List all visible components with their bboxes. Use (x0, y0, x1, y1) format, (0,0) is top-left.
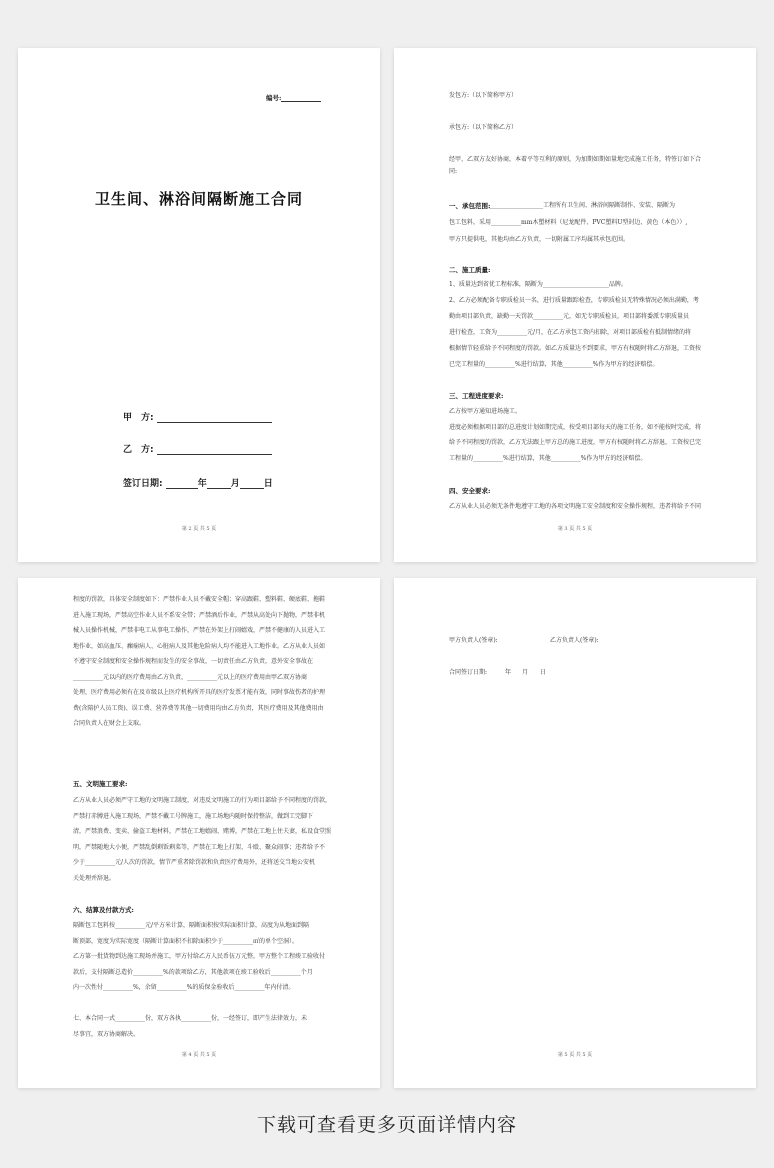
section-3-line: 乙方按甲方通知进场施工。 (449, 408, 522, 415)
section-5-line: 清，严禁浪费、变卖、偷盗工地材料，严禁在工地嬉闹、赌博，严禁在工地上住夫妻，私设食堂照 (73, 828, 332, 835)
section-4-line: 不遵守安全制度和安全操作规程而发生的安全事故，一切责任由乙方负责，意外安全事故在 (73, 658, 314, 665)
section-3-line: 给予不同程度的罚款，乙方无法跟上甲方总的施工进度，甲方有权随时将乙方辞退，工资按已完 (449, 439, 702, 446)
section-4-line: 乙方从业人员必须无条件地遵守工地的各项文明施工安全制度和安全操作规程，违者将给予不同 (449, 503, 702, 510)
section-4-line: 费(含陪护人员工资)、误工费、营养费等其他一切费用均由乙方负责，其医疗费用及其他费用由 (73, 704, 324, 712)
month-label: 月 (522, 669, 529, 676)
section-5-line: 关处理并辞退。 (73, 874, 116, 882)
year-label: 年 (197, 479, 207, 489)
section-2-line: 2、乙方必须配备专职质检员一名，进行质量跟踪检查，专职质检员无特殊情况必须出满勤，考 (449, 297, 699, 304)
party-a-field (123, 410, 272, 423)
sign-date-field (123, 476, 273, 489)
contract-number-label: 编号: (266, 94, 282, 102)
section-5-title: 五、文明施工要求: (73, 780, 128, 788)
contract-page-signature (394, 578, 756, 1088)
section-4-line: 程度的罚款，具体安全制度如下：严禁作业人员不戴安全帽；穿高跟鞋、塑料鞋、硬底鞋、拖鞋 (73, 596, 326, 603)
section-1-line: 甲方只提供电，其他均由乙方负责，一切附属工序均属其承包范围。 (449, 236, 630, 243)
contract-number-blank (281, 101, 321, 102)
contract-title: 卫生间、淋浴间隔断施工合同 (94, 190, 303, 208)
section-3-line: 工程量的__________%进行结算，其他__________%作为甲方的经济赔偿。 (449, 455, 647, 462)
year-label: 年 (505, 669, 512, 676)
page-number: 第 2 页 共 5 页 (181, 526, 217, 532)
day-label: 日 (540, 669, 547, 676)
party-b-rep-label: 乙方负责人(签章): (550, 637, 599, 644)
contract-page-2 (394, 48, 756, 562)
section-2-line: 已完工程量的__________%进行结算，其他__________%作为甲方的经济赔偿。 (449, 361, 659, 368)
page-number: 第 4 页 共 5 页 (181, 1052, 217, 1058)
section-2-line: 进行检查，工资为__________元/月，在乙方承包工资内扣除，对项目部质检有抵制情绪的将 (449, 329, 692, 336)
section-6-line: 内一次性付__________%，余留__________%的质保金验收后__________年内付清。 (73, 984, 295, 991)
section-2-title: 二、施工质量: (449, 266, 491, 274)
section-5-line: 乙方从业人员必须严守工地的文明施工制度，对违反文明施工的行为项目部给予不同程度的罚款， (73, 797, 332, 804)
section-6-line: 隔断包工包料按__________元/平方米计算，隔断面积按实际面积计算，高度为从地面到隔 (73, 922, 310, 929)
section-7-line: 尽事宜，双方协商解决。 (73, 1031, 140, 1038)
contract-number-field (266, 93, 321, 102)
subcontractor-line: 承包方:（以下简称乙方） (449, 124, 518, 131)
intro-line-2: 同: (449, 168, 458, 175)
page-number: 第 3 页 共 5 页 (557, 526, 593, 532)
contract-sign-date-label: 合同签订日期: (449, 669, 488, 676)
month-blank (207, 479, 231, 489)
year-blank (166, 479, 198, 489)
page-number: 第 5 页 共 5 页 (557, 1052, 593, 1058)
party-a-rep-label: 甲方负责人(签章): (449, 637, 498, 644)
section-5-line: 严禁打赤膊进入施工现场，严禁不戴工号牌施工，施工场地内随时保持整洁，做到工完脚下 (73, 812, 314, 820)
section-5-line: 明，严禁随地大小便，严禁乱倒剩饭剩菜等，严禁在工地上打架、斗殴、聚众闹事；违者给予不 (73, 843, 326, 851)
section-6-line: 断顶部，宽度为实际宽度（隔断计算面积不扣除面积少于__________㎡的单个空洞）。 (73, 937, 299, 945)
party-a-label: 甲 方: (123, 413, 154, 423)
section-1-line: 包工包料，采用__________mm木塑材料（尼龙配件、PVC塑料U型封边、黄色（本色））, (449, 219, 688, 226)
sign-date-label: 签订日期: (123, 479, 163, 489)
section-3-title: 三、工程进度要求: (449, 392, 504, 400)
party-b-field (123, 442, 272, 455)
section-4-line: 进入施工现场，严禁高空作业人员不系安全带；严禁酒后作业，严禁从高处向下抛物，严禁非机 (73, 611, 326, 619)
section-6-line: 款后，支付隔断总造价__________%的款项给乙方，其他款项在竣工验收后__________个月 (73, 968, 313, 976)
section-2-line: 根据情节轻重给予不同程度的罚款。如乙方质量达不到要求，甲方有权随时将乙方辞退，工资按 (449, 345, 702, 352)
contract-page-cover (18, 48, 380, 562)
day-label: 日 (263, 479, 273, 489)
section-1-title: 一、承包范围: (449, 202, 491, 210)
section-6-line: 乙方第一批货物到达施工现场并施工，甲方付给乙方人民币伍万元整，甲方整个工程竣工验收付 (73, 953, 326, 960)
party-b-blank (157, 445, 272, 455)
party-b-label: 乙 方: (123, 445, 154, 455)
download-caption: 下载可查看更多页面详情内容 (256, 1114, 517, 1136)
section-4-line: 合同负责人在财会上支取。 (73, 720, 146, 727)
section-6-title: 六、结算及付款方式: (73, 906, 134, 914)
section-5-line: 少于__________元/人次的罚款，情节严重者除罚款和负责医疗费用外，还将送交当地公安机 (73, 859, 316, 866)
day-blank (240, 479, 264, 489)
section-7-line: 七、本合同一式__________份，双方各执__________份，一经签订，即产生法律效力，未 (73, 1015, 308, 1022)
section-2-line: 勤由项目部负责，缺勤一天罚款__________元，如无专职质检员，项目部将委派专职质量员 (449, 313, 690, 320)
contract-page-3 (18, 578, 380, 1088)
month-label: 月 (230, 479, 240, 489)
section-4-title: 四、安全要求: (449, 487, 491, 495)
party-a-blank (157, 413, 272, 423)
section-4-line: __________元以内的医疗费用由乙方负责，__________元以上的医疗费用由甲乙双方协商 (73, 673, 308, 681)
section-4-line: 械人员操作机械，严禁非电工从事电工操作，严禁在外架上打闹嬉戏，严禁不健康的人员进入工 (73, 627, 326, 634)
contractor-line: 发包方:（以下简称甲方） (449, 92, 518, 99)
intro-line: 经甲、乙双方友好协商，本着平等互利的原则，为加期如期如量地完成施工任务，特签订如下合 (449, 156, 702, 163)
section-4-line: 地作业，如高血压、癫痫病人、心脏病人及其他危险病人均不能进入工地作业。乙方从业人员如 (73, 642, 326, 650)
section-4-line: 处理，医疗费用必须有在及市级以上医疗机构所开具的医疗发票才能有效，同时事故伤者的护理 (73, 689, 326, 696)
section-2-line: 1、质量达到省优工程标准，隔断为______________________品牌。 (449, 281, 627, 288)
section-1-line: __________________工程所有卫生间、淋浴间隔断制作、安装、隔断为 (489, 202, 676, 209)
section-3-line: 进度必须根据项目部的总进度计划如期完成，按受项目部每天的施工任务，如不能按时完成，将 (449, 424, 702, 431)
